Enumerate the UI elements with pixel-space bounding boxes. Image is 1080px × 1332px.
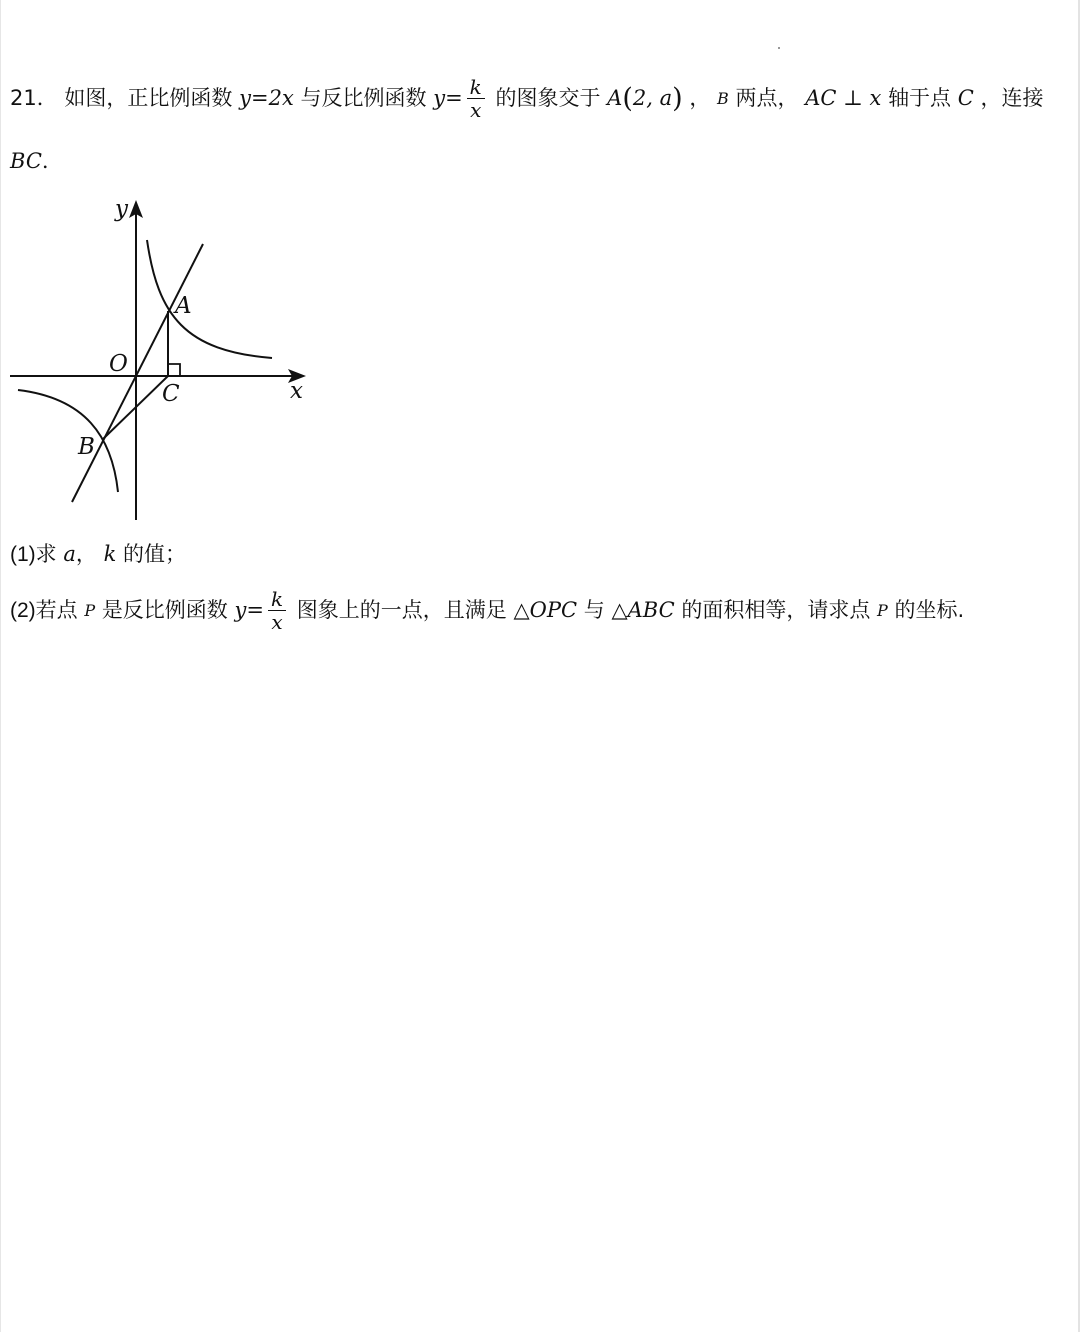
linear-eq-rhs: 2x — [268, 86, 294, 110]
origin-label-o: O — [109, 351, 128, 377]
question-2-text-4: 与 — [583, 598, 605, 622]
question-1-text-1: 求 — [35, 541, 57, 566]
point-c-label: C — [957, 86, 974, 110]
question-1-number: (1) — [10, 542, 36, 566]
linear-eq-equals: = — [250, 86, 269, 110]
point-b-label: B — [717, 88, 729, 108]
question-1-separator: ， — [75, 541, 97, 566]
axis-label-y: y — [115, 196, 128, 222]
point-label-c: C — [162, 381, 180, 407]
question-2-triangle-abc: △ABC — [611, 598, 675, 622]
left-paren: ( — [622, 83, 633, 114]
right-paren: ) — [672, 83, 683, 114]
problem-statement-line-1 — [10, 76, 1044, 121]
statement-period: . — [41, 148, 49, 173]
point-label-a: A — [175, 293, 192, 319]
axis-label-x: x — [290, 378, 303, 404]
question-2-text-3: 图象上的一点，且满足 — [296, 598, 507, 622]
question-2-var-p: P — [84, 600, 96, 620]
inverse-fraction — [467, 76, 485, 121]
question-2-var-p-2: P — [877, 600, 888, 620]
fraction-numerator: k — [469, 75, 482, 99]
question-2-eq-equals: = — [246, 598, 264, 622]
question-2-eq-y: y — [234, 598, 247, 622]
right-angle-mark — [168, 364, 180, 376]
point-a-label: A — [607, 86, 623, 110]
problem-intro: 如图，正比例函数 — [64, 86, 233, 110]
connector-text-5: ，连接 — [980, 86, 1044, 110]
question-2-text-5: 的面积相等，请求点 — [681, 598, 871, 622]
question-2-fraction — [268, 588, 286, 633]
problem-statement-line-2 — [10, 150, 49, 172]
question-1-var-k: k — [103, 541, 117, 566]
connector-text-2: 的图象交于 — [495, 86, 601, 110]
question-2-number: (2) — [10, 599, 36, 622]
fraction-denominator: x — [470, 98, 482, 122]
speck-mark — [778, 47, 780, 49]
segment-bc: BC — [10, 148, 42, 173]
inverse-eq-y: y — [433, 86, 446, 110]
question-1-text-2: 的值； — [123, 541, 186, 566]
function-graph-figure — [0, 186, 320, 526]
inverse-eq-equals: = — [445, 86, 463, 110]
question-2-text-1: 若点 — [35, 598, 78, 622]
connector-text-3: 两点， — [735, 86, 799, 110]
point-label-b: B — [78, 434, 95, 460]
hyperbola-branch-first-quadrant — [147, 240, 272, 358]
separator-comma: ， — [689, 86, 711, 110]
question-2-text-2: 是反比例函数 — [101, 598, 228, 622]
question-2-triangle-opc: △OPC — [513, 598, 578, 622]
question-1 — [10, 543, 186, 565]
question-1-var-a: a — [63, 541, 76, 566]
problem-number: 21． — [10, 86, 58, 110]
connector-text-1: 与反比例函数 — [300, 86, 427, 110]
question-2-fraction-numerator: k — [270, 587, 284, 611]
connector-text-4: 轴于点 — [888, 86, 952, 110]
question-2 — [10, 588, 964, 633]
question-2-text-6: 的坐标. — [894, 598, 965, 622]
linear-eq-y: y — [239, 86, 251, 110]
proportional-function-line — [72, 244, 203, 502]
hyperbola-branch-third-quadrant — [18, 390, 118, 492]
perpendicular-expression: AC ⊥ x — [805, 86, 882, 110]
question-2-fraction-denominator: x — [271, 610, 283, 634]
point-a-coordinates: 2, a — [632, 86, 673, 110]
